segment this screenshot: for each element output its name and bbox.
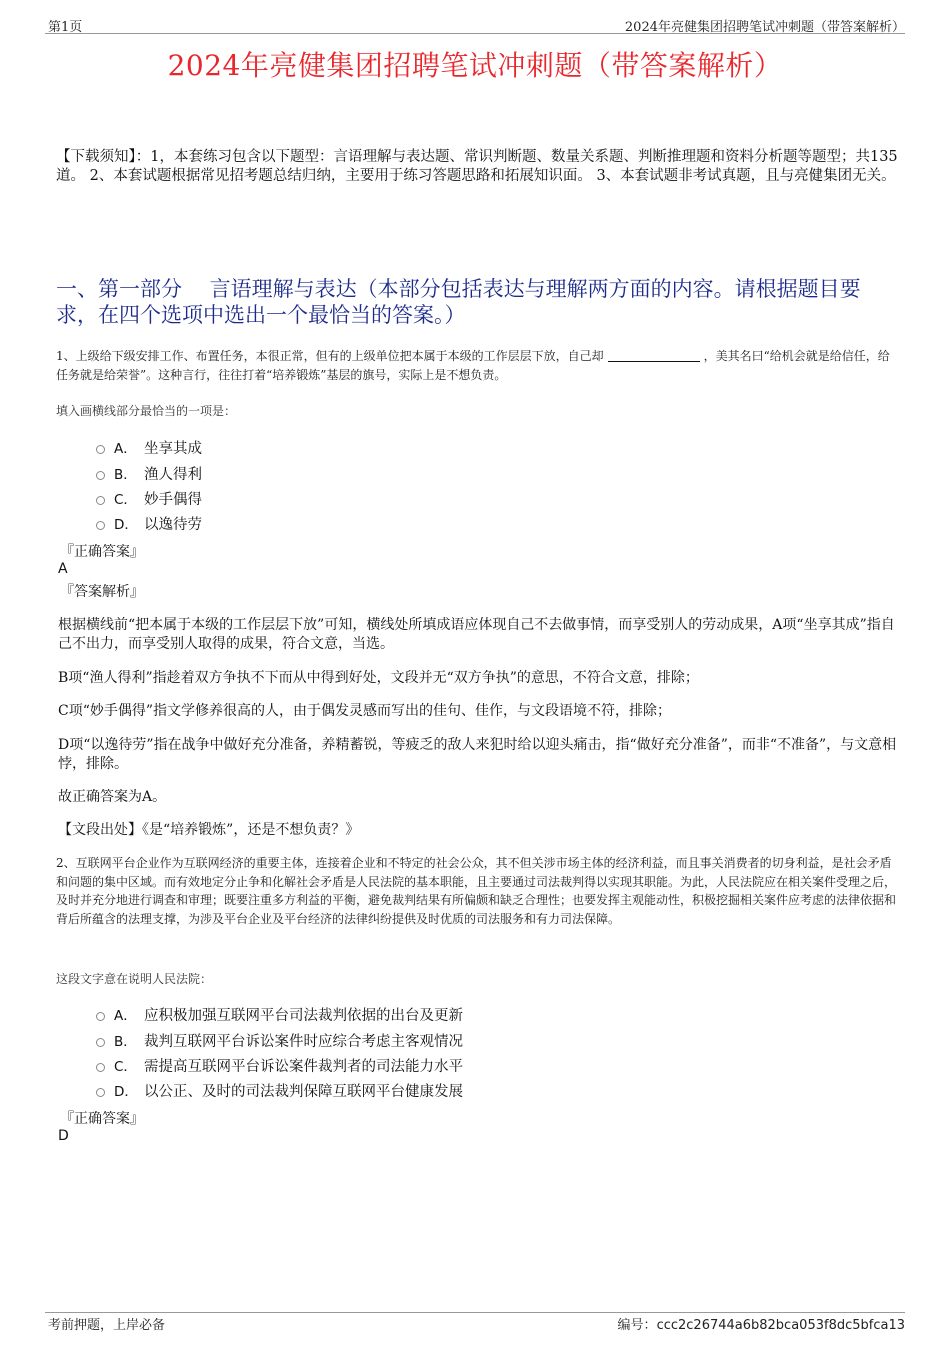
question-1-text bbox=[56, 347, 898, 384]
option-text: 渔人得利 bbox=[144, 467, 202, 483]
radio-icon[interactable] bbox=[96, 471, 105, 480]
analysis-paragraph: 根据横线前“把本属于本级的工作层层下放”可知，横线处所填成语应体现自己不去做事情，而享受别人的劳动成果，A项“坐享其成”指自己不出力，而享受别人取得的成果，符合文意，当选。 bbox=[58, 617, 895, 652]
radio-icon[interactable] bbox=[96, 1088, 105, 1097]
option-b[interactable] bbox=[96, 463, 202, 484]
option-letter: D． bbox=[114, 1084, 138, 1100]
option-a[interactable] bbox=[96, 1004, 463, 1025]
answer-value: A bbox=[58, 561, 68, 577]
option-b[interactable] bbox=[96, 1030, 463, 1051]
radio-icon[interactable] bbox=[96, 496, 105, 505]
code-label: 编号： bbox=[617, 1318, 657, 1333]
question-1-text-before: 1、上级给下级安排工作、布置任务，本很正常，但有的上级单位把本属于本级的工作层层下放，自己却 bbox=[56, 349, 604, 363]
footer-slogan: 考前押题，上岸必备 bbox=[48, 1318, 166, 1333]
radio-icon[interactable] bbox=[96, 1012, 105, 1021]
option-text: 妙手偶得 bbox=[144, 492, 202, 508]
option-c[interactable] bbox=[96, 1055, 463, 1076]
code-value: ccc2c26744a6b82bca053f8dc5bfca13 bbox=[656, 1318, 905, 1333]
running-title: 2024年亮健集团招聘笔试冲刺题（带答案解析） bbox=[624, 20, 905, 35]
radio-icon[interactable] bbox=[96, 521, 105, 530]
option-text: 裁判互联网平台诉讼案件时应综合考虑主客观情况 bbox=[144, 1034, 463, 1050]
analysis-conclusion: 故正确答案为A。 bbox=[58, 789, 167, 805]
option-text: 以公正、及时的司法裁判保障互联网平台健康发展 bbox=[144, 1084, 463, 1100]
option-letter: D． bbox=[114, 517, 138, 533]
answer-label: 『正确答案』 bbox=[60, 544, 144, 560]
option-letter: C． bbox=[114, 492, 137, 508]
analysis-paragraph: D项“以逸待劳”指在战争中做好充分准备，养精蓄锐，等疲乏的敌人来犯时给以迎头痛击，指“做好充分准备”，而非“不准备”，与文意相悖，排除。 bbox=[58, 737, 897, 772]
option-a[interactable] bbox=[96, 437, 202, 458]
question-2-text: 2、互联网平台企业作为互联网经济的重要主体，连接着企业和不特定的社会公众，其不但关涉市场主体的经济利益，而且事关消费者的切身利益，是社会矛盾和问题的集中区域。而有效地定分止争和化解社会矛盾是人民法院的基本职能，且主要通过司法裁判得以实现其职能。为此，人民法院应在相关案件受理之后，及时并充分地进行调查和审理；既要注重多方利益的平衡，避免裁判结果有所偏颇和缺乏合理性；也要发挥主观能动性，积极挖掘相关案件应考虑的法律依据和背后所蕴含的法理支撑，为涉及平台企业及平台经济的法律纠纷提供及时优质的司法服务和有力司法保障。 bbox=[56, 856, 897, 926]
answer-value: D bbox=[58, 1128, 69, 1144]
document-title: 2024年亮健集团招聘笔试冲刺题（带答案解析） bbox=[167, 49, 783, 82]
option-text: 需提高互联网平台诉讼案件裁判者的司法能力水平 bbox=[144, 1059, 463, 1075]
question-1-prompt: 填入画横线部分最恰当的一项是： bbox=[56, 404, 237, 418]
question-1-text-after: ，美其名曰“给机会就是给信任，给任务就是给荣誉”。这种言行，往往打着“培养锻炼”基层的旗号，实际上是不想负责。 bbox=[56, 349, 890, 382]
answer-label: 『正确答案』 bbox=[60, 1111, 144, 1127]
option-letter: A． bbox=[114, 441, 137, 457]
analysis-paragraph: C项“妙手偶得”指文学修养很高的人，由于偶发灵感而写出的佳句、佳作，与文段语境不符，排除； bbox=[58, 703, 672, 719]
download-notice: 【下载须知】：1，本套练习包含以下题型：言语理解与表达题、常识判断题、数量关系题、判断推理题和资料分析题等题型；共135道。 2、本套试题根据常见招考题总结归纳，主要用于练习答题思路和拓展知识面。 3、本套试题非考试真题，且与亮健集团无关。 bbox=[56, 149, 898, 184]
radio-icon[interactable] bbox=[96, 1063, 105, 1072]
header-divider bbox=[45, 33, 905, 34]
radio-icon[interactable] bbox=[96, 445, 105, 454]
question-2-prompt: 这段文字意在说明人民法院： bbox=[56, 972, 213, 986]
option-text: 应积极加强互联网平台司法裁判依据的出台及更新 bbox=[144, 1008, 463, 1024]
radio-icon[interactable] bbox=[96, 1038, 105, 1047]
section-heading: 一、第一部分 言语理解与表达（本部分包括表达与理解两方面的内容。请根据题目要求，在四个选项中选出一个最恰当的答案。） bbox=[56, 277, 861, 327]
analysis-paragraph: B项“渔人得利”指趁着双方争执不下而从中得到好处，文段并无“双方争执”的意思，不符合文意，排除； bbox=[58, 670, 699, 686]
page-number: 第1页 bbox=[48, 20, 83, 35]
option-d[interactable] bbox=[96, 1080, 463, 1101]
document-code bbox=[618, 1314, 905, 1333]
option-text: 以逸待劳 bbox=[144, 517, 202, 533]
option-d[interactable] bbox=[96, 513, 202, 534]
footer-divider bbox=[45, 1312, 905, 1313]
analysis-label: 『答案解析』 bbox=[60, 584, 144, 600]
option-letter: B． bbox=[114, 467, 137, 483]
option-letter: A． bbox=[114, 1008, 137, 1024]
option-c[interactable] bbox=[96, 488, 202, 509]
option-letter: C． bbox=[114, 1059, 137, 1075]
source-citation: 【文段出处】《是“培养锻炼”，还是不想负责？》 bbox=[58, 822, 360, 838]
fill-blank bbox=[608, 349, 700, 362]
option-text: 坐享其成 bbox=[144, 441, 202, 457]
option-letter: B． bbox=[114, 1034, 137, 1050]
